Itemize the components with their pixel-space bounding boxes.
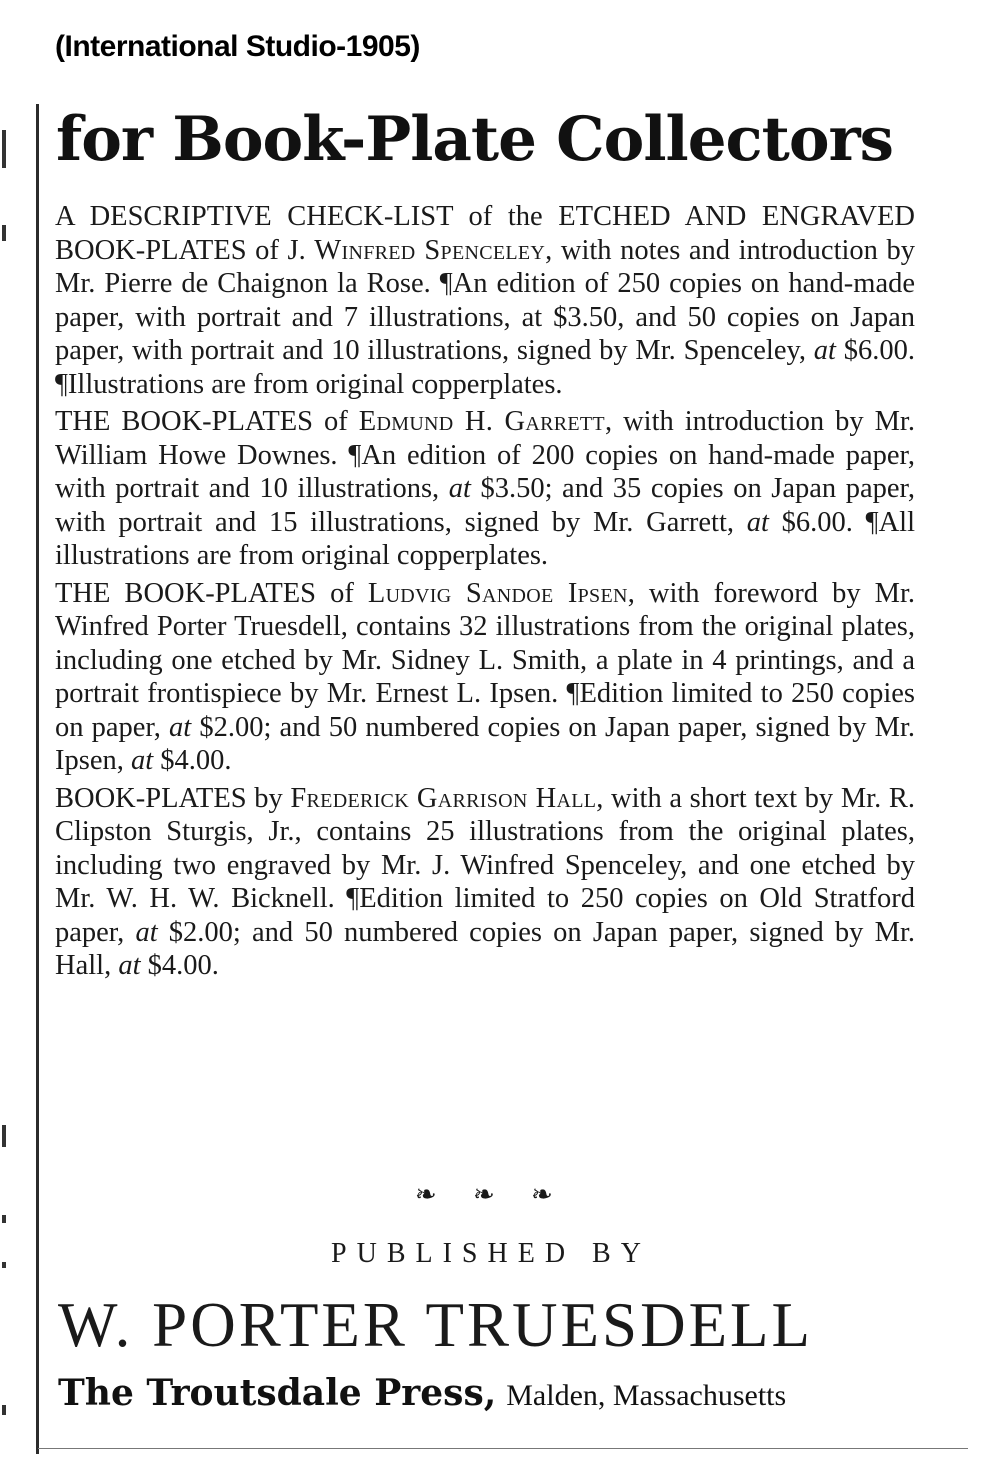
artist-name: Frederick Garrison Hall (290, 782, 597, 814)
entry-ipsen (55, 577, 915, 778)
entry-text: , with notes and introduction by Mr. Pierre de Chaignon la Rose. ¶An edition of 250 copies on hand-made paper, with portrait and 7 illustrations, at $3.50, and 50 copies on Japan paper, with portrait and 10 illustrations, signed by Mr. Spenceley, (55, 234, 915, 366)
entry-text: THE BOOK-PLATES of (55, 577, 368, 609)
press-location: Malden, Massachusetts (506, 1379, 787, 1412)
entry-italic-at: at (169, 711, 192, 743)
entry-text: $6.00. ¶Illustrations are from original copperplates. (55, 335, 915, 400)
entry-text: $4.00. (140, 950, 219, 981)
artist-name: Ludvig Sandoe Ipsen (367, 577, 628, 609)
entry-italic-at: at (118, 950, 141, 981)
publisher-name: W. PORTER TRUESDELL (58, 1290, 814, 1360)
entry-text: $4.00. (153, 745, 232, 776)
book-list (55, 200, 915, 987)
bottom-border-rule (38, 1448, 968, 1449)
press-line (58, 1372, 928, 1414)
entry-italic-at: at (813, 335, 836, 366)
entry-text: $2.00; and 50 numbered copies on Japan paper, signed by Mr. Ipsen, (55, 711, 915, 776)
entry-text: $3.50; and 35 copies on Japan paper, with portrait and 15 illustrations, signed by Mr. Garrett, (55, 473, 915, 538)
entry-text: , with foreword by Mr. Winfred Porter Truesdell, contains 32 illustrations from the original plates, including one etched by Mr. Sidney L. Smith, a plate in 4 printings, and a portrait frontispiece by Mr. Ernest L. Ipsen. ¶Edition limited to 250 copies on paper, (55, 577, 915, 743)
published-by-label: PUBLISHED BY (331, 1238, 651, 1269)
fleuron-ornament-icon: ❧ ❧ ❧ (415, 1180, 567, 1210)
entry-garrett (55, 405, 915, 573)
entry-text: THE BOOK-PLATES of (55, 406, 359, 437)
entry-text: $6.00. ¶All illustrations are from original copperplates. (55, 506, 915, 571)
entry-hall (55, 782, 915, 983)
entry-text: A DESCRIPTIVE CHECK-LIST of the ETCHED AND ENGRAVED BOOK-PLATES of J. (55, 201, 915, 266)
artist-name: Winfred Spenceley (314, 234, 546, 266)
advertisement-heading: for Book-Plate Collectors (56, 104, 894, 175)
entry-italic-at: at (746, 506, 769, 538)
image-caption: (International Studio-1905) (55, 30, 420, 63)
entry-spenceley (55, 200, 915, 401)
artist-name: Edmund H. Garrett (358, 406, 605, 437)
entry-italic-at: at (135, 916, 158, 948)
entry-italic-at: at (130, 745, 154, 776)
entry-italic-at: at (448, 473, 471, 504)
press-name: The Troutsdale Press, (58, 1372, 497, 1414)
entry-text: $2.00; and 50 numbered copies on Japan paper, signed by Mr. Hall, (55, 916, 915, 981)
entry-text: BOOK-PLATES by (55, 782, 291, 814)
entry-text: , with introduction by Mr. William Howe Downes. ¶An edition of 200 copies on hand-made paper, with portrait and 10 illustrations, (55, 406, 915, 504)
entry-text: , with a short text by Mr. R. Clipston Sturgis, Jr., contains 25 illustrations from the original plates, including two engraved by Mr. J. Winfred Spenceley, and one etched by Mr. W. H. W. Bicknell. ¶Edition limited to 250 copies on Old Stratford paper, (55, 782, 915, 948)
